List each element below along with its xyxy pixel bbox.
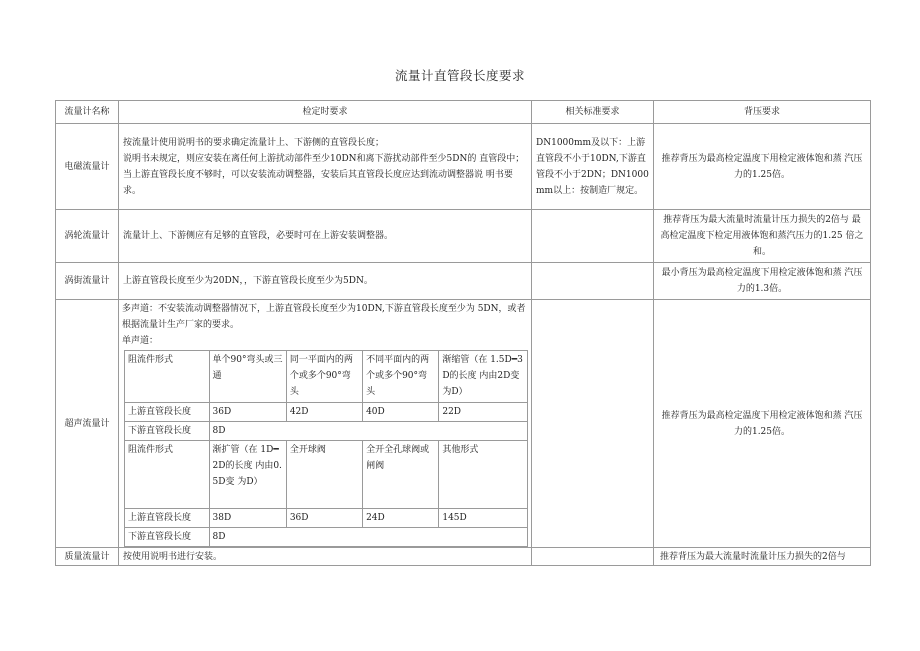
- fitting-type: 其他形式: [439, 441, 528, 509]
- standard-requirement: DN1000mm及以下：上游直管段不小于10DN,下游直管段不小于2DN；DN1000mm以上：按制造厂规定。: [532, 124, 654, 210]
- header-backpressure: 背压要求: [654, 101, 871, 124]
- fitting-type: 不同平面内的两个或多个90°弯头: [363, 351, 439, 403]
- backpressure-requirement: 推荐背压为最大流量时流量计压力损失的2倍与 最高检定温度下检定用液体饱和蒸汽压力的1.25 倍之和。: [654, 210, 871, 263]
- downstream-row: [125, 422, 528, 441]
- upstream-row: [125, 403, 528, 422]
- upstream-value: 145D: [439, 509, 528, 528]
- meter-name: 电磁流量计: [56, 124, 119, 210]
- check-line: 说明书未规定，则应安装在离任何上游扰动部件至少10DN和离下游扰动部件至少5DN的 直管段中；: [123, 153, 525, 164]
- check-line: 按流量计使用说明书的要求确定流量计上、下游侧的直管段长度；: [123, 137, 385, 148]
- downstream-value: 8D: [209, 528, 527, 547]
- fitting-type: 渐扩管（在 1D━2D的长度 内由0.5D变 为D）: [209, 441, 286, 509]
- upstream-value: 36D: [209, 403, 286, 422]
- backpressure-requirement: 推荐背压为最大流量时流量计压力损失的2倍与: [654, 548, 871, 566]
- table-row: [56, 548, 871, 566]
- standard-requirement: [532, 210, 654, 263]
- upstream-value: 40D: [363, 403, 439, 422]
- header-standard: 相关标准要求: [532, 101, 654, 124]
- check-requirement: [119, 124, 532, 210]
- table-row: [56, 210, 871, 263]
- table-row: [56, 263, 871, 300]
- backpressure-requirement: 推荐背压为最高检定温度下用检定液体饱和蒸 汽压力的1.25倍。: [654, 124, 871, 210]
- meter-name: 涡街流量计: [56, 263, 119, 300]
- fitting-table-2: [124, 440, 528, 547]
- check-requirement: 上游直管段长度至少为20DN，，下游直管段长度至少为5DN。: [119, 263, 532, 300]
- standard-requirement: [532, 548, 654, 566]
- fitting-type: 渐缩管（在 1.5D━3D的长度 内由2D变为D）: [439, 351, 528, 403]
- multi-channel-text: 多声道：不安装流动调整器情况下，上游直管段长度至少为10DN,下游直管段长度至少为 5DN，或者根据流量计生产厂家的要求。: [122, 304, 526, 330]
- fitting-label: 阻流件形式: [125, 441, 210, 509]
- fitting-row: [125, 351, 528, 403]
- upstream-value: 24D: [363, 509, 439, 528]
- check-line: 当上游直管段长度不够时，可以安装流动调整器，安装后其直管段长度应达到流动调整器说 明书要求。: [123, 169, 513, 196]
- check-requirement: 按使用说明书进行安装。: [119, 548, 532, 566]
- fitting-label: 阻流件形式: [125, 351, 210, 403]
- header-name: 流量计名称: [56, 101, 119, 124]
- meter-name: 涡轮流量计: [56, 210, 119, 263]
- upstream-value: 42D: [286, 403, 362, 422]
- single-channel-label: 单声道：: [122, 336, 159, 346]
- check-requirement: [119, 300, 532, 548]
- check-requirement: 流量计上、下游侧应有足够的直管段，必要时可在上游安装调整器。: [119, 210, 532, 263]
- upstream-row: [125, 509, 528, 528]
- requirements-table: [55, 100, 871, 566]
- backpressure-requirement: 推荐背压为最高检定温度下用检定液体饱和蒸 汽压力的1.25倍。: [654, 300, 871, 548]
- meter-name: 超声流量计: [56, 300, 119, 548]
- header-row: [56, 101, 871, 124]
- table-row: [56, 300, 871, 548]
- upstream-value: 38D: [209, 509, 286, 528]
- meter-name: 质量流量计: [56, 548, 119, 566]
- fitting-table-1: [124, 350, 528, 441]
- standard-requirement: [532, 300, 654, 548]
- upstream-value: 36D: [286, 509, 362, 528]
- downstream-value: 8D: [209, 422, 527, 441]
- table-row: [56, 124, 871, 210]
- fitting-row: [125, 441, 528, 509]
- fitting-type: 同一平面内的两个或多个90°弯头: [286, 351, 362, 403]
- header-check: 检定时要求: [119, 101, 532, 124]
- standard-requirement: [532, 263, 654, 300]
- fitting-type: 全开球阀: [286, 441, 362, 509]
- upstream-label: 上游直管段长度: [125, 509, 210, 528]
- document-title: 流量计直管段长度要求: [394, 68, 525, 83]
- backpressure-requirement: 最小背压为最高检定温度下用检定液体饱和蒸 汽压力的1.3倍。: [654, 263, 871, 300]
- downstream-label: 下游直管段长度: [125, 528, 210, 547]
- upstream-value: 22D: [439, 403, 528, 422]
- downstream-label: 下游直管段长度: [125, 422, 210, 441]
- fitting-type: 全开全孔球阀或闸阀: [363, 441, 439, 509]
- upstream-label: 上游直管段长度: [125, 403, 210, 422]
- downstream-row: [125, 528, 528, 547]
- fitting-type: 单个90°弯头或三通: [209, 351, 286, 403]
